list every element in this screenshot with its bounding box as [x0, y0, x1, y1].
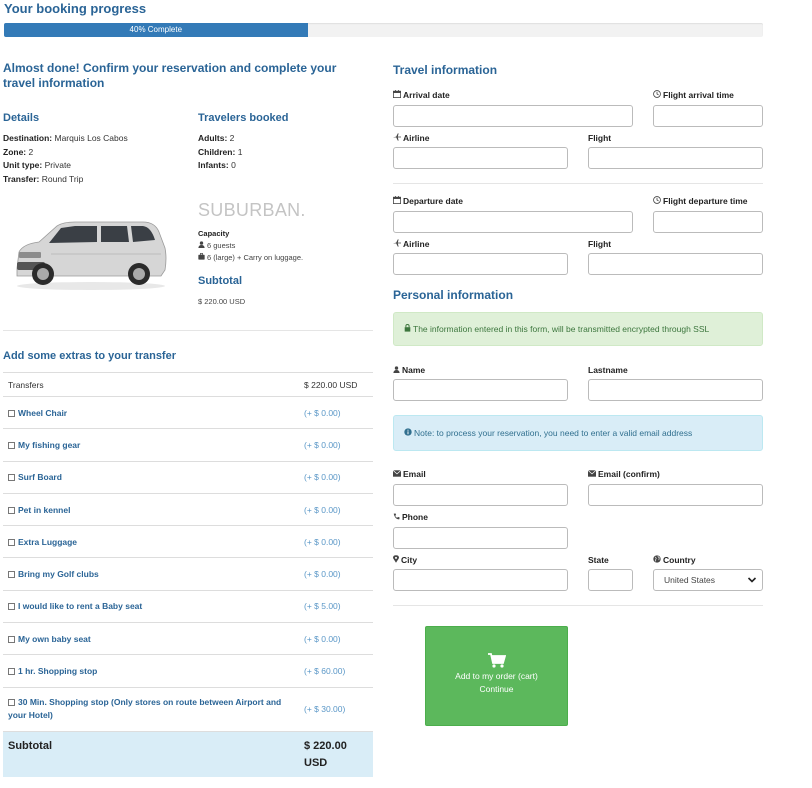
user-icon: [393, 365, 400, 375]
travelers-list: [198, 132, 242, 173]
extra-checkbox[interactable]: [8, 699, 15, 706]
extra-label[interactable]: Bring my Golf clubs: [18, 569, 99, 580]
flight-label: Flight: [588, 133, 612, 143]
departure-time-input[interactable]: [653, 211, 763, 233]
vehicle-image: [11, 212, 171, 292]
phone-label: Phone: [393, 512, 428, 522]
extra-label[interactable]: 30 Min. Shopping stop (Only stores on route between Airport and your Hotel): [8, 697, 282, 721]
arrival-date-input[interactable]: [393, 105, 633, 127]
extra-price: (+ $ 0.00): [299, 558, 373, 590]
clock-icon: [653, 90, 661, 100]
calendar-icon: [393, 90, 401, 100]
extra-label[interactable]: My fishing gear: [18, 439, 81, 450]
detail-row: Transfer: Round Trip: [3, 173, 84, 184]
city-label: City: [393, 555, 417, 565]
add-to-cart-label: Add to my order (cart): [455, 671, 538, 681]
extra-price: (+ $ 0.00): [299, 526, 373, 558]
detail-row: Destination: Marquis Los Cabos: [3, 133, 128, 143]
progress-bar: [4, 23, 763, 37]
vehicle-capacity: Capacity 6 guests 6 (large) + Carry on luggage.: [198, 229, 304, 262]
airline-input[interactable]: [393, 147, 568, 169]
calendar-icon: [393, 196, 401, 206]
table-row: [3, 655, 373, 687]
state-input[interactable]: [588, 569, 633, 591]
subtotal-label: Subtotal: [3, 731, 299, 777]
extra-checkbox[interactable]: [8, 474, 15, 481]
airline-label: Airline: [393, 133, 429, 143]
flight-label: Flight: [588, 239, 612, 249]
email-notice: Note: to process your reservation, you need to enter a valid email address: [393, 415, 763, 451]
transfers-label: Transfers: [3, 373, 299, 397]
table-row: [3, 461, 373, 493]
page-headline: Almost done! Confirm your reservation and complete your travel information: [3, 61, 337, 90]
extra-price: (+ $ 30.00): [299, 687, 373, 731]
extra-checkbox[interactable]: [8, 539, 15, 546]
divider: [3, 330, 373, 331]
name-input[interactable]: [393, 379, 568, 401]
extra-price: (+ $ 0.00): [299, 429, 373, 461]
vehicle-subtotal-value: $ 220.00 USD: [198, 297, 246, 306]
progress-fill: 40% Complete: [4, 23, 308, 37]
airline-label: Airline: [393, 239, 429, 249]
extra-label[interactable]: Pet in kennel: [18, 504, 71, 515]
email-confirm-input[interactable]: [588, 484, 763, 506]
continue-label: Continue: [479, 683, 514, 694]
extra-label[interactable]: My own baby seat: [18, 633, 91, 644]
extra-price: (+ $ 0.00): [299, 623, 373, 655]
extra-checkbox[interactable]: [8, 668, 15, 675]
departure-date-label: Departure date: [393, 196, 463, 206]
extra-checkbox[interactable]: [8, 410, 15, 417]
lock-icon: [404, 313, 411, 345]
extra-label[interactable]: 1 hr. Shopping stop: [18, 666, 98, 677]
table-row: [3, 429, 373, 461]
envelope-icon: [393, 469, 401, 479]
user-icon: [198, 240, 205, 252]
subtotal-value: $ 220.00 USD: [299, 731, 373, 777]
extra-label[interactable]: Extra Luggage: [18, 536, 78, 547]
table-row: [3, 526, 373, 558]
extra-price: (+ $ 60.00): [299, 655, 373, 687]
departure-date-input[interactable]: [393, 211, 633, 233]
extra-price: (+ $ 0.00): [299, 397, 373, 429]
extra-label[interactable]: Wheel Chair: [18, 407, 68, 418]
extra-checkbox[interactable]: [8, 442, 15, 449]
table-row: [3, 590, 373, 622]
extras-title: Add some extras to your transfer: [3, 350, 176, 362]
traveler-row: Adults: 2: [198, 133, 235, 143]
divider: [393, 605, 763, 606]
table-row: [3, 397, 373, 429]
divider: [393, 183, 763, 184]
country-label: Country: [653, 555, 696, 565]
arrival-time-label: Flight arrival time: [653, 90, 734, 100]
extra-price: (+ $ 0.00): [299, 493, 373, 525]
chevron-down-icon: [747, 570, 757, 598]
suitcase-icon: [198, 252, 205, 264]
extra-price: (+ $ 0.00): [299, 461, 373, 493]
country-select[interactable]: United States: [653, 569, 763, 591]
globe-icon: [653, 555, 661, 565]
extra-label[interactable]: I would like to rent a Baby seat: [18, 601, 143, 612]
extra-price: (+ $ 5.00): [299, 590, 373, 622]
details-list: [3, 132, 128, 186]
table-row: [3, 687, 373, 731]
detail-row: Unit type: Private: [3, 160, 72, 170]
vehicle-subtotal-title: Subtotal: [198, 275, 242, 287]
info-icon: [404, 416, 412, 450]
subtotal-row: [3, 731, 373, 777]
state-label: State: [588, 555, 609, 565]
travelers-title: Travelers booked: [198, 112, 289, 124]
departure-time-label: Flight departure time: [653, 196, 748, 206]
arrival-date-label: Arrival date: [393, 90, 450, 100]
phone-input[interactable]: [393, 527, 568, 549]
ssl-notice: The information entered in this form, will be transmitted encrypted through SSL: [393, 312, 763, 346]
extra-checkbox[interactable]: [8, 571, 15, 578]
phone-icon: [393, 512, 400, 522]
extra-checkbox[interactable]: [8, 507, 15, 514]
flight-input[interactable]: [588, 147, 763, 169]
lastname-label: Lastname: [588, 365, 628, 375]
table-row: [3, 623, 373, 655]
vehicle-name: SUBURBAN.: [198, 200, 306, 220]
transfers-price: $ 220.00 USD: [299, 373, 373, 397]
clock-icon: [653, 196, 661, 206]
email-confirm-label: Email (confirm): [588, 469, 660, 479]
plane-icon: [393, 133, 401, 143]
envelope-icon: [588, 469, 596, 479]
return-flight-input[interactable]: [588, 253, 763, 275]
plane-icon: [393, 239, 401, 249]
extras-table: [3, 372, 373, 777]
table-row: [3, 493, 373, 525]
table-row: [3, 558, 373, 590]
personal-info-title: Personal information: [393, 288, 514, 302]
map-marker-icon: [393, 555, 399, 565]
lastname-input[interactable]: [588, 379, 763, 401]
return-airline-input[interactable]: [393, 253, 568, 275]
extra-checkbox[interactable]: [8, 636, 15, 643]
traveler-row: Children: 1: [198, 146, 243, 157]
extra-checkbox[interactable]: [8, 603, 15, 610]
progress-title: Your booking progress: [4, 1, 147, 16]
travel-info-title: Travel information: [393, 63, 498, 77]
add-to-cart-button[interactable]: [425, 626, 568, 726]
shopping-cart-icon: [488, 653, 506, 668]
email-label: Email: [393, 469, 426, 479]
city-input[interactable]: [393, 569, 568, 591]
details-title: Details: [3, 112, 40, 124]
detail-row: Zone: 2: [3, 146, 34, 157]
extra-label[interactable]: Surf Board: [18, 472, 62, 483]
email-input[interactable]: [393, 484, 568, 506]
arrival-time-input[interactable]: [653, 105, 763, 127]
traveler-row: Infants: 0: [198, 160, 236, 170]
table-row: [3, 373, 373, 397]
name-label: Name: [393, 365, 425, 375]
